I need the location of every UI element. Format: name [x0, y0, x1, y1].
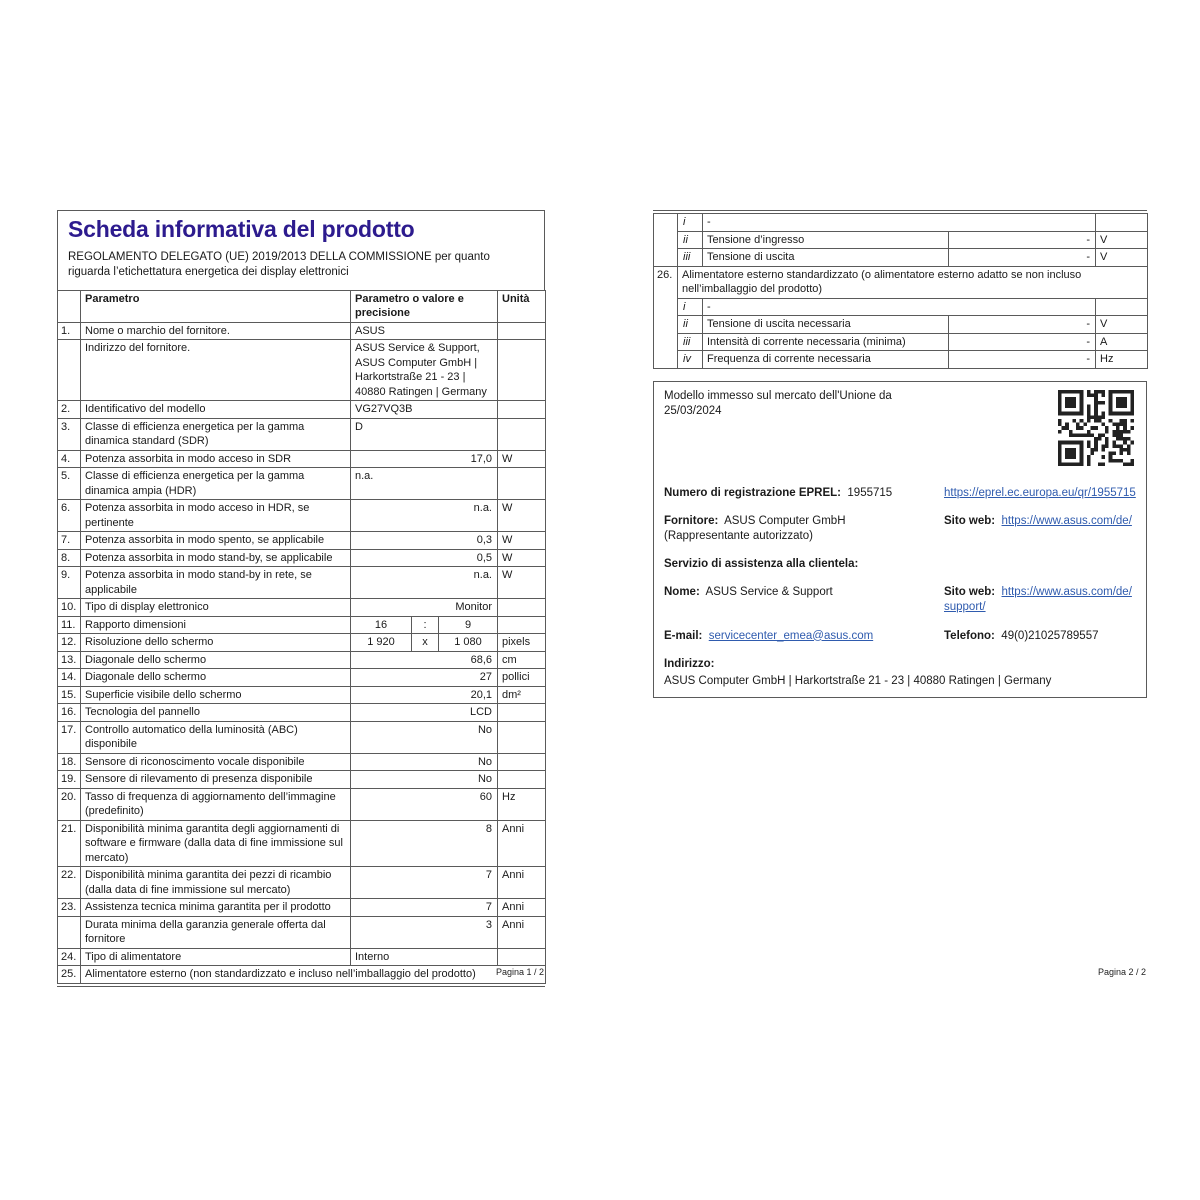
row-number: [654, 214, 678, 267]
row-parameter: Potenza assorbita in modo stand-by in rete, se applicabile: [81, 567, 351, 599]
row-unit: [1096, 214, 1148, 232]
row-unit: V: [1096, 249, 1148, 267]
row-number: 2.: [58, 401, 81, 419]
indirizzo-value: ASUS Computer GmbH | Harkortstraße 21 - 23 | 40880 Ratingen | Germany: [664, 674, 1052, 687]
row-number: 26.: [654, 266, 678, 368]
row-value: 7: [351, 899, 498, 917]
website-wrap-2: [944, 585, 1136, 615]
row-parameter: Classe di efficienza energetica per la gamma dinamica standard (SDR): [81, 418, 351, 450]
row-parameter: Risoluzione dello schermo: [81, 634, 351, 652]
table-row: [654, 249, 1148, 267]
row-unit: [498, 771, 546, 789]
eprel-info-box: [653, 381, 1147, 699]
sito-web-label-1: Sito web:: [944, 514, 996, 527]
nome-label: Nome:: [664, 586, 700, 599]
servizio-label: Servizio di assistenza alla clientela:: [664, 558, 859, 571]
row-number: 15.: [58, 686, 81, 704]
table-row: [58, 916, 546, 948]
table-row: [654, 214, 1148, 232]
row-number: 12.: [58, 634, 81, 652]
row-unit: [498, 322, 546, 340]
row-parameter: Rapporto dimensioni: [81, 616, 351, 634]
row-letter: i: [678, 298, 703, 316]
eprel-label: Numero di registrazione EPREL:: [664, 486, 842, 499]
row-unit: [498, 340, 546, 401]
row-number: 6.: [58, 500, 81, 532]
row-number: 25.: [58, 966, 81, 984]
page-2: [653, 210, 1147, 977]
table-row: [58, 616, 546, 634]
row-parameter: Sensore di riconoscimento vocale disponibile: [81, 753, 351, 771]
row-parameter: Tecnologia del pannello: [81, 704, 351, 722]
table-row: [58, 567, 546, 599]
table-row: [654, 231, 1148, 249]
website-link-1[interactable]: https://www.asus.com/de/: [1001, 514, 1132, 527]
page1-footer: Pagina 1 / 2: [495, 967, 544, 977]
supplier-row: [664, 514, 1136, 544]
page1-continuation-line: [57, 984, 545, 987]
row-parameter: Potenza assorbita in modo spento, se applicabile: [81, 532, 351, 550]
row-parameter: Disponibilità minima garantita dei pezzi di ricambio (dalla data di fine immissione sul mercato): [81, 867, 351, 899]
row-unit: Anni: [498, 867, 546, 899]
row-parameter: Potenza assorbita in modo stand-by, se applicabile: [81, 549, 351, 567]
row-number: 16.: [58, 704, 81, 722]
row-parameter: Assistenza tecnica minima garantita per il prodotto: [81, 899, 351, 917]
row-value: -: [949, 351, 1096, 369]
page-1: [57, 210, 545, 987]
qr-container: [944, 389, 1136, 471]
nome-value: ASUS Service & Support: [705, 586, 833, 599]
row-letter: iv: [678, 351, 703, 369]
table-row: [58, 549, 546, 567]
row-value: 7: [351, 867, 498, 899]
row-number: 4.: [58, 450, 81, 468]
row-number: 23.: [58, 899, 81, 917]
row-number: 13.: [58, 651, 81, 669]
table-row: [58, 418, 546, 450]
fornitore-value: ASUS Computer GmbH (Rappresentante autorizzato): [664, 514, 846, 542]
header-number-cell: [58, 290, 81, 322]
row-number: 17.: [58, 721, 81, 753]
row-parameter: Superficie visibile dello schermo: [81, 686, 351, 704]
row-letter: ii: [678, 231, 703, 249]
fornitore-label: Fornitore:: [664, 514, 719, 527]
row-value: n.a.: [351, 468, 498, 500]
table-row: [58, 867, 546, 899]
email-info: [664, 629, 944, 644]
address-row: [664, 657, 1136, 689]
eprel-link-wrap: [944, 486, 1136, 501]
row-parameter: Tensione d’ingresso: [703, 231, 949, 249]
table-row: [58, 340, 546, 401]
row-number: 1.: [58, 322, 81, 340]
row-letter: iii: [678, 333, 703, 351]
table-row: [654, 351, 1148, 369]
table-row: [654, 298, 1148, 316]
row-parameter: Potenza assorbita in modo acceso in HDR, se pertinente: [81, 500, 351, 532]
row-parameter: Sensore di rilevamento di presenza disponibile: [81, 771, 351, 789]
phone-info: [944, 629, 1136, 644]
row-unit: Anni: [498, 820, 546, 867]
row-value: n.a.: [351, 567, 498, 599]
row-parameter: Alimentatore esterno standardizzato (o alimentatore esterno adatto se non incluso nell’imballaggio del prodotto): [678, 266, 1148, 298]
row-value: 60: [351, 788, 498, 820]
header-unita: Unità: [498, 290, 546, 322]
row-value: -: [949, 249, 1096, 267]
table-row: [58, 401, 546, 419]
row-parameter: Nome o marchio del fornitore.: [81, 322, 351, 340]
row-parameter: Potenza assorbita in modo acceso in SDR: [81, 450, 351, 468]
row-unit: V: [1096, 316, 1148, 334]
row-parameter: Intensità di corrente necessaria (minima): [703, 333, 949, 351]
row-value: No: [351, 721, 498, 753]
website-wrap-1: [944, 514, 1136, 529]
row-value-separator: :: [412, 616, 439, 634]
table-row: [58, 966, 546, 984]
row-unit: [498, 948, 546, 966]
row-value: 16: [351, 616, 412, 634]
table-row: [58, 753, 546, 771]
row-parameter: Diagonale dello schermo: [81, 669, 351, 687]
row-value: -: [949, 231, 1096, 249]
row-unit: [498, 599, 546, 617]
row-letter: i: [678, 214, 703, 232]
row-value: No: [351, 771, 498, 789]
row-parameter: Tensione di uscita: [703, 249, 949, 267]
page2-footer: Pagina 2 / 2: [1097, 967, 1146, 977]
row-value: 68,6: [351, 651, 498, 669]
row-unit: W: [498, 567, 546, 599]
table-row: [58, 686, 546, 704]
row-parameter: -: [703, 214, 1096, 232]
table-header-row: [58, 290, 546, 322]
row-number: 22.: [58, 867, 81, 899]
table-row: [654, 333, 1148, 351]
row-unit: W: [498, 532, 546, 550]
row-number: 19.: [58, 771, 81, 789]
header-parametro: Parametro: [81, 290, 351, 322]
row-number: 20.: [58, 788, 81, 820]
row-value: ASUS Service & Support, ASUS Computer GmbH | Harkortstraße 21 - 23 | 40880 Ratingen | Germany: [351, 340, 498, 401]
website-link-2[interactable]: https://www.asus.com/de/support/: [944, 586, 1132, 614]
row-value: 9: [439, 616, 498, 634]
row-value: -: [949, 316, 1096, 334]
row-unit: Anni: [498, 899, 546, 917]
row-value: LCD: [351, 704, 498, 722]
row-unit: W: [498, 549, 546, 567]
table-row: [58, 669, 546, 687]
row-unit: pixels: [498, 634, 546, 652]
row-unit: [498, 704, 546, 722]
page1-table-body: [58, 322, 546, 983]
model-row: [664, 389, 1136, 473]
table-row: [58, 721, 546, 753]
row-unit: [498, 401, 546, 419]
row-number: 7.: [58, 532, 81, 550]
row-value: No: [351, 753, 498, 771]
row-number: 18.: [58, 753, 81, 771]
row-number: 9.: [58, 567, 81, 599]
row-parameter: -: [703, 298, 1096, 316]
row-number: 10.: [58, 599, 81, 617]
service-name: [664, 585, 944, 600]
eprel-link[interactable]: https://eprel.ec.europa.eu/qr/1955715: [944, 486, 1136, 499]
row-parameter: Diagonale dello schermo: [81, 651, 351, 669]
row-number: [58, 916, 81, 948]
table-row: [58, 468, 546, 500]
qr-code-icon: [1058, 390, 1134, 466]
page-title: Scheda informativa del prodotto: [68, 216, 415, 242]
eprel-registration: [664, 486, 944, 501]
row-parameter: Disponibilità minima garantita degli aggiornamenti di software e firmware (dalla data di fine immissione sul mercato): [81, 820, 351, 867]
row-parameter: Tensione di uscita necessaria: [703, 316, 949, 334]
row-number: 14.: [58, 669, 81, 687]
eprel-row: [664, 486, 1136, 501]
row-value: Interno: [351, 948, 498, 966]
row-unit: W: [498, 450, 546, 468]
row-number: 21.: [58, 820, 81, 867]
row-value: 3: [351, 916, 498, 948]
table-row: [58, 634, 546, 652]
table-row: [58, 820, 546, 867]
model-market-line: Modello immesso sul mercato dell'Unione da 25/03/2024: [664, 389, 892, 417]
row-unit: A: [1096, 333, 1148, 351]
row-unit: [498, 753, 546, 771]
indirizzo-label: Indirizzo:: [664, 657, 715, 670]
table-row: [654, 316, 1148, 334]
row-value: 1 080: [439, 634, 498, 652]
row-parameter: Identificativo del modello: [81, 401, 351, 419]
table-row: [58, 704, 546, 722]
product-parameters-table: [57, 290, 546, 984]
row-value: 27: [351, 669, 498, 687]
sito-web-label-2: Sito web:: [944, 586, 996, 599]
row-parameter: Indirizzo del fornitore.: [81, 340, 351, 401]
page2-table-body: [654, 214, 1148, 369]
row-value: n.a.: [351, 500, 498, 532]
row-parameter: Controllo automatico della luminosità (ABC) disponibile: [81, 721, 351, 753]
row-value: 1 920: [351, 634, 412, 652]
row-number: 3.: [58, 418, 81, 450]
row-value: 0,5: [351, 549, 498, 567]
row-unit: [1096, 298, 1148, 316]
row-number: 5.: [58, 468, 81, 500]
row-unit: [498, 721, 546, 753]
row-number: 8.: [58, 549, 81, 567]
header-valore: Parametro o valore e precisione: [351, 290, 498, 322]
row-number: 24.: [58, 948, 81, 966]
row-parameter: Alimentatore esterno (non standardizzato e incluso nell’imballaggio del prodotto): [81, 966, 546, 984]
row-unit: dm²: [498, 686, 546, 704]
table-row: [58, 532, 546, 550]
row-unit: Hz: [1096, 351, 1148, 369]
telefono-value: 49(0)21025789557: [1001, 629, 1099, 642]
service-name-row: [664, 585, 1136, 615]
table-row: [58, 771, 546, 789]
table-row: [58, 899, 546, 917]
row-value: 8: [351, 820, 498, 867]
row-value: 17,0: [351, 450, 498, 468]
row-letter: iii: [678, 249, 703, 267]
email-link[interactable]: servicecenter_emea@asus.com: [708, 629, 874, 642]
table-row: [58, 788, 546, 820]
table-row: [654, 266, 1148, 298]
row-value: D: [351, 418, 498, 450]
table-row: [58, 500, 546, 532]
eprel-number: 1955715: [847, 486, 893, 499]
email-row: [664, 629, 1136, 644]
row-unit: [498, 616, 546, 634]
table-row: [58, 322, 546, 340]
row-parameter: Durata minima della garanzia generale offerta dal fornitore: [81, 916, 351, 948]
row-parameter: Classe di efficienza energetica per la gamma dinamica ampia (HDR): [81, 468, 351, 500]
row-value: VG27VQ3B: [351, 401, 498, 419]
row-letter: ii: [678, 316, 703, 334]
email-label: E-mail:: [664, 629, 703, 642]
row-value-separator: x: [412, 634, 439, 652]
row-value: 20,1: [351, 686, 498, 704]
row-number: [58, 340, 81, 401]
row-unit: Hz: [498, 788, 546, 820]
row-parameter: Tipo di display elettronico: [81, 599, 351, 617]
row-unit: [498, 468, 546, 500]
row-unit: W: [498, 500, 546, 532]
row-parameter: Tasso di frequenza di aggiornamento dell’immagine (predefinito): [81, 788, 351, 820]
table-row: [58, 599, 546, 617]
page1-header: [57, 210, 545, 290]
row-value: Monitor: [351, 599, 498, 617]
table-row: [58, 948, 546, 966]
row-parameter: Frequenza di corrente necessaria: [703, 351, 949, 369]
supplier-info: [664, 514, 944, 544]
service-heading-row: [664, 557, 1136, 572]
row-value: ASUS: [351, 322, 498, 340]
continuation-table: [653, 213, 1148, 369]
telefono-label: Telefono:: [944, 629, 995, 642]
table-row: [58, 450, 546, 468]
row-unit: cm: [498, 651, 546, 669]
row-value: 0,3: [351, 532, 498, 550]
table-row: [58, 651, 546, 669]
regulation-subtitle: REGOLAMENTO DELEGATO (UE) 2019/2013 DELLA COMMISSIONE per quanto riguarda l’etichettatura energetica dei display elettronici: [68, 251, 490, 279]
row-unit: V: [1096, 231, 1148, 249]
row-unit: pollici: [498, 669, 546, 687]
row-unit: Anni: [498, 916, 546, 948]
row-parameter: Tipo di alimentatore: [81, 948, 351, 966]
row-unit: [498, 418, 546, 450]
row-value: -: [949, 333, 1096, 351]
row-number: 11.: [58, 616, 81, 634]
